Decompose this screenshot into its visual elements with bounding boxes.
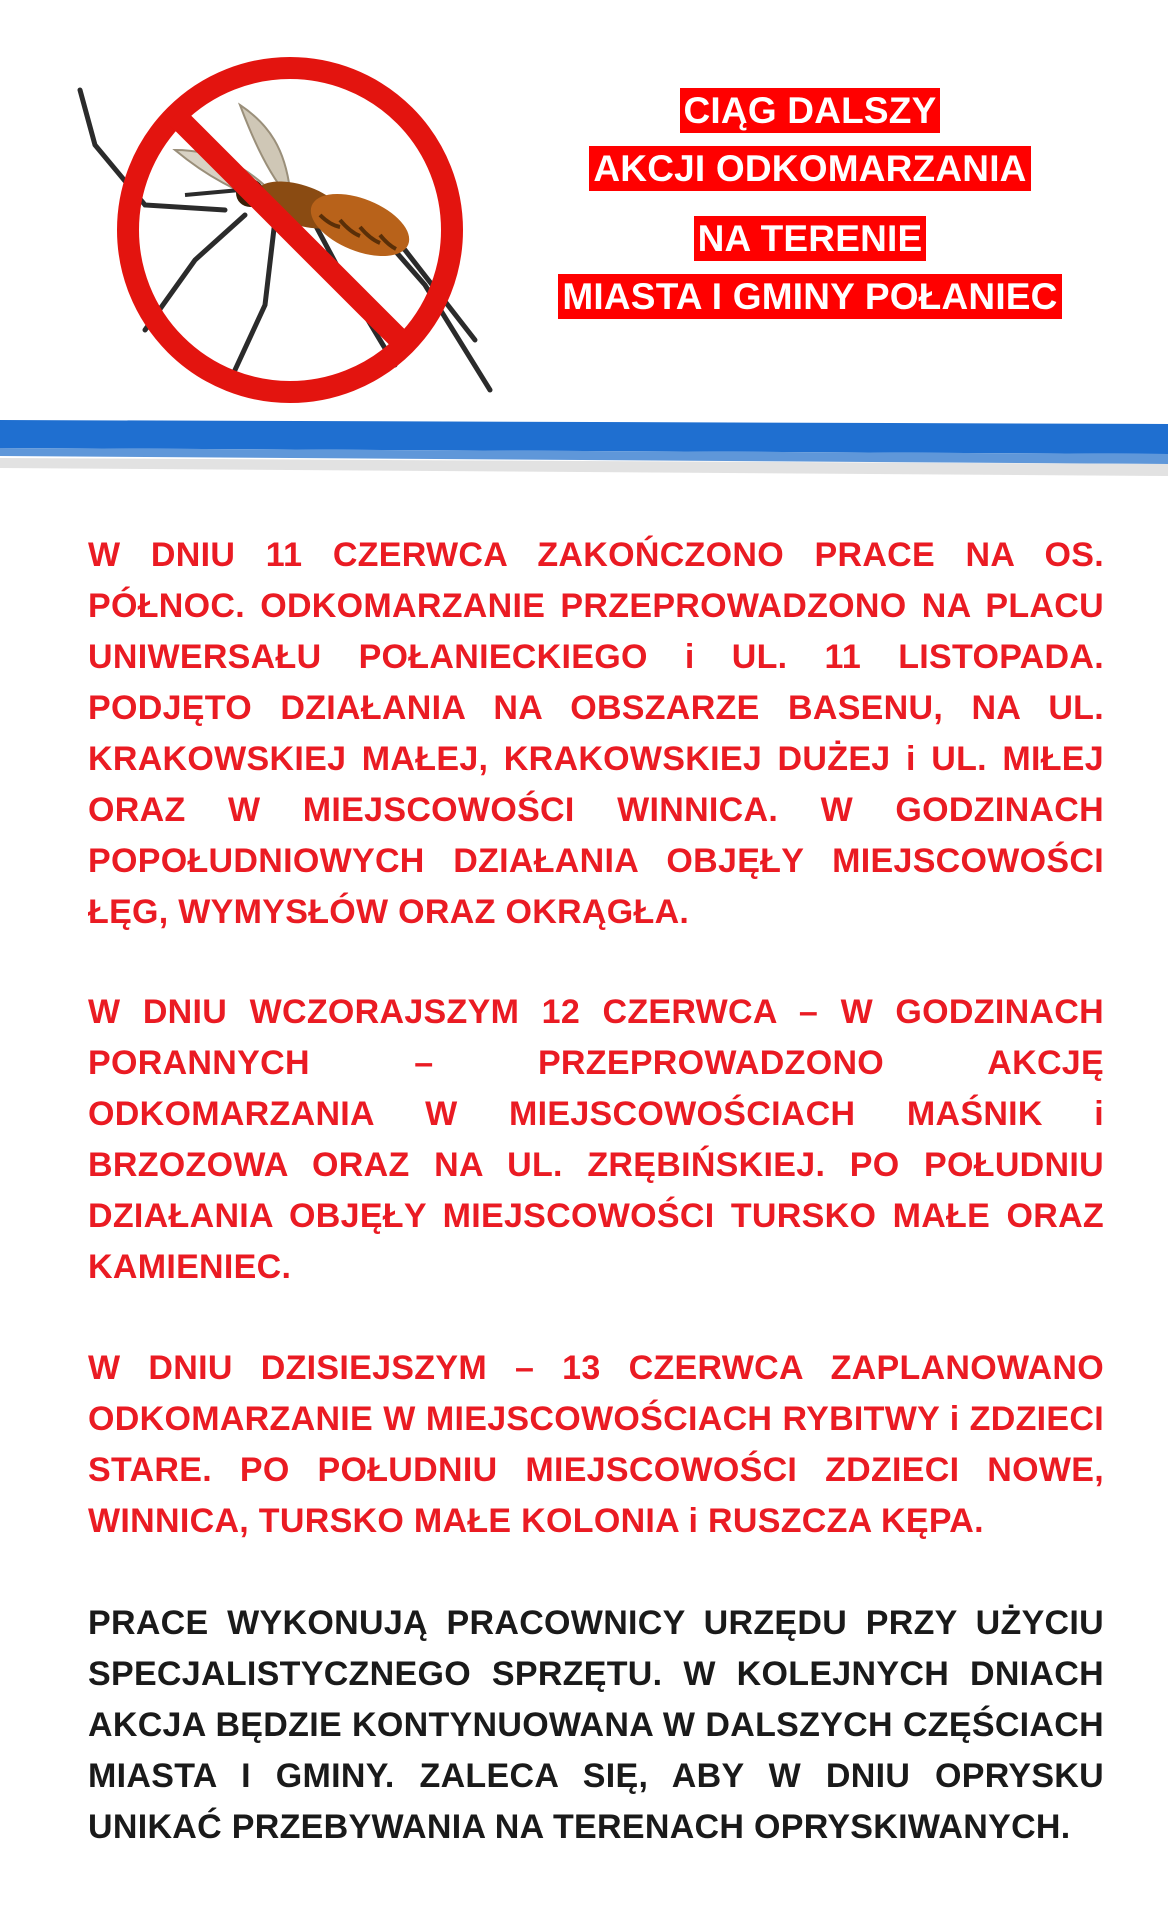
title-block	[530, 88, 1090, 332]
no-mosquito-icon	[75, 45, 495, 405]
title-line-3: NA TERENIE	[694, 216, 927, 261]
title-line-4: MIASTA I GMINY POŁANIEC	[558, 274, 1061, 319]
header-divider-band	[0, 418, 1168, 478]
paragraph-june-12: W DNIU WCZORAJSZYM 12 CZERWCA – W GODZINACH PORANNYCH – PRZEPROWADZONO AKCJĘ ODKOMARZANIA W MIEJSCOWOŚCIACH MAŚNIK i BRZOZOWA ORAZ NA UL. ZRĘBIŃSKIEJ. PO POŁUDNIU DZIAŁANIA OBJĘŁY MIEJSCOWOŚCI TURSKO MAŁE ORAZ KAMIENIEC.	[88, 993, 1104, 1286]
paragraph-june-11: W DNIU 11 CZERWCA ZAKOŃCZONO PRACE NA OS. PÓŁNOC. ODKOMARZANIE PRZEPROWADZONO NA PLACU UNIWERSAŁU POŁANIECKIEGO i UL. 11 LISTOPADA. PODJĘTO DZIAŁANIA NA OBSZARZE BASENU, NA UL. KRAKOWSKIEJ MAŁEJ, KRAKOWSKIEJ DUŻEJ i UL. MIŁEJ ORAZ W MIEJSCOWOŚCI WINNICA. W GODZINACH POPOŁUDNIOWYCH DZIAŁANIA OBJĘŁY MIEJSCOWOŚCI ŁĘG, WYMYSŁÓW ORAZ OKRĄGŁA.	[88, 536, 1104, 931]
title-line-2: AKCJI ODKOMARZANIA	[589, 146, 1030, 191]
paragraph-notice: PRACE WYKONUJĄ PRACOWNICY URZĘDU PRZY UŻYCIU SPECJALISTYCZNEGO SPRZĘTU. W KOLEJNYCH DNIACH AKCJA BĘDZIE KONTYNUOWANA W DALSZYCH CZĘŚCIACH MIASTA I GMINY. ZALECA SIĘ, ABY W DNIU OPRYSKU UNIKAĆ PRZEBYWANIA NA TERENACH OPRYSKIWANYCH.	[88, 1604, 1104, 1846]
title-line-1: CIĄG DALSZY	[680, 88, 941, 133]
header	[0, 0, 1168, 420]
paragraph-june-13: W DNIU DZISIEJSZYM – 13 CZERWCA ZAPLANOWANO ODKOMARZANIE W MIEJSCOWOŚCIACH RYBITWY i ZDZIECI STARE. PO POŁUDNIU MIEJSCOWOŚCI ZDZIECI NOWE, WINNICA, TURSKO MAŁE KOLONIA i RUSZCZA KĘPA.	[88, 1349, 1104, 1540]
